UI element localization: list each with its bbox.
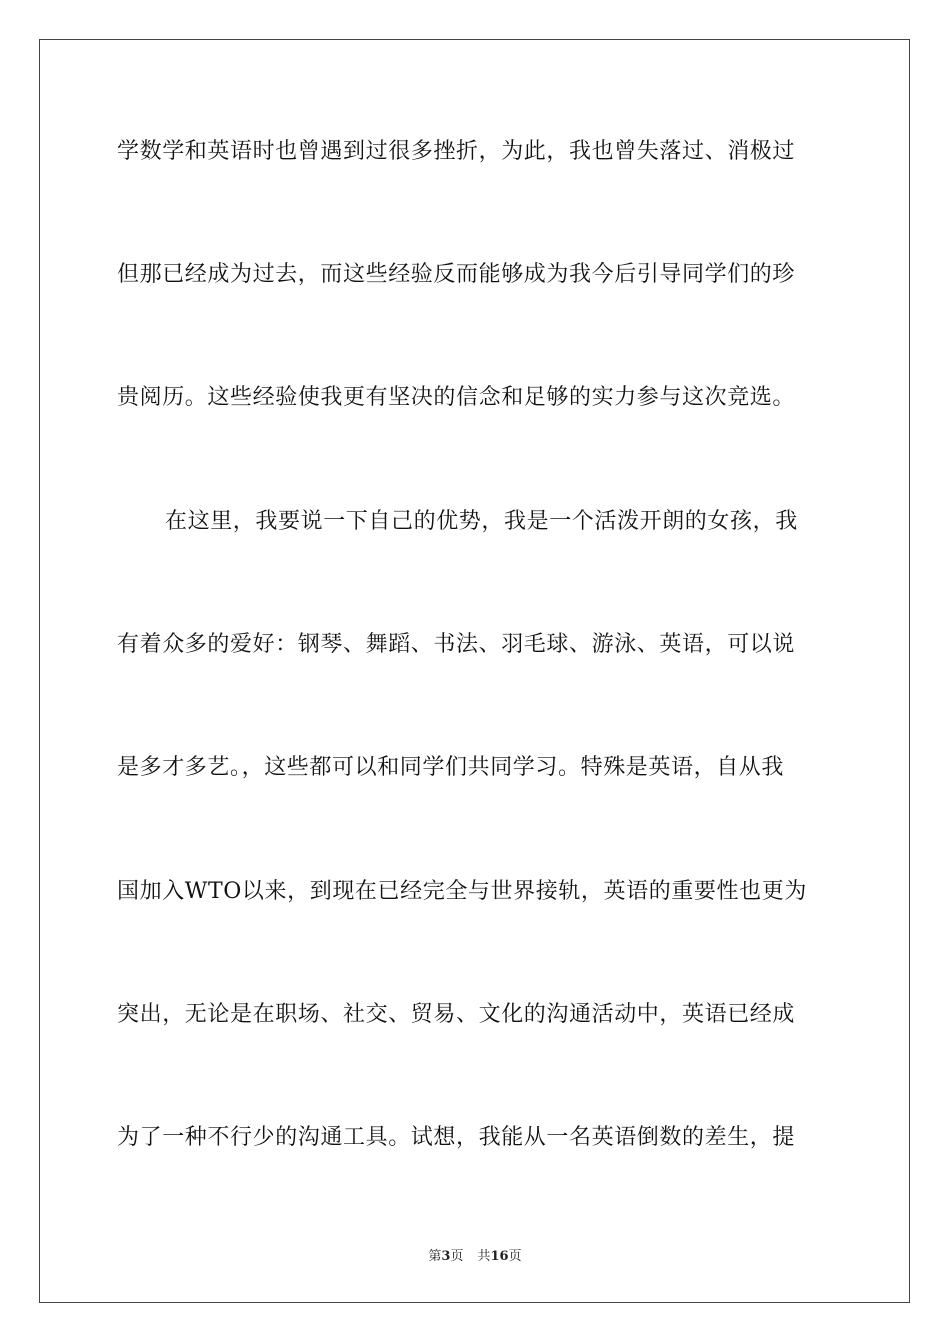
text-line-1: 学数学和英语时也曾遇到过很多挫折，为此，我也曾失落过、消极过 (117, 139, 796, 164)
page-footer (0, 1248, 950, 1266)
text-line-5: 有着众多的爱好：钢琴、舞蹈、书法、羽毛球、游泳、英语，可以说 (117, 632, 796, 657)
page-border (39, 39, 910, 1303)
total-suffix: 页 (508, 1249, 522, 1264)
text-line-8: 突出，无论是在职场、社交、贸易、文化的沟通活动中，英语已经成 (117, 1002, 796, 1027)
text-line-6: 是多才多艺。，这些都可以和同学们共同学习。特殊是英语，自从我 (117, 755, 785, 780)
text-line-2: 但那已经成为过去，而这些经验反而能够成为我今后引导同学们的珍 (117, 262, 796, 287)
text-line-9: 为了一种不行少的沟通工具。试想，我能从一名英语倒数的差生，提 (117, 1125, 796, 1150)
text-line-3: 贵阅历。这些经验使我更有坚决的信念和足够的实力参与这次竞选。 (117, 385, 796, 410)
page-number: 3 (441, 1249, 451, 1264)
text-line-4-paragraph-start: 在这里，我要说一下自己的优势，我是一个活泼开朗的女孩，我 (165, 509, 798, 534)
page-prefix: 第 (428, 1249, 442, 1264)
page-suffix: 页 (450, 1249, 464, 1264)
total-prefix: 共 (477, 1249, 491, 1264)
page-total: 16 (490, 1249, 509, 1264)
text-line-7: 国加入WTO以来，到现在已经完全与世界接轨，英语的重要性也更为 (117, 879, 807, 904)
